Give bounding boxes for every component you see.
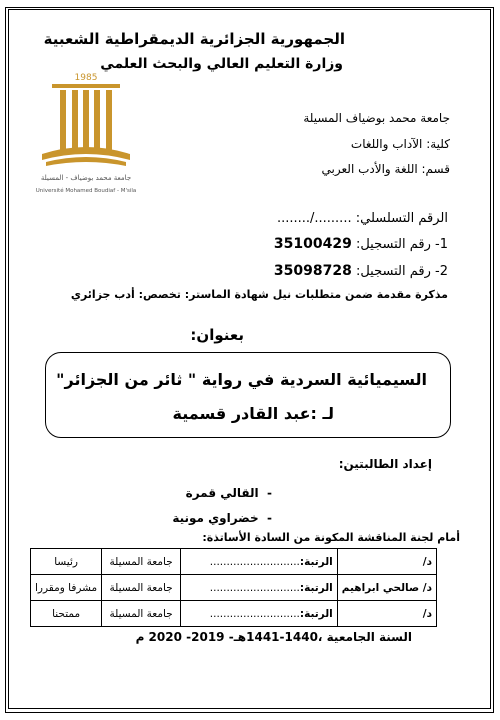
logo-year: 1985 — [74, 73, 98, 83]
thesis-title: السيميائية السردية في رواية " ثائر من الجزائر" — [56, 370, 427, 389]
jury-role: رئيسا — [31, 549, 102, 575]
jury-member-name: د/ — [337, 549, 436, 575]
registration-row-2 — [274, 263, 448, 279]
serial-value: ........./........ — [276, 211, 352, 226]
university-logo — [32, 70, 140, 202]
logo-name-ar: جامعة محمد بوضياف - المسيلة — [40, 174, 132, 182]
jury-role: ممتحنا — [31, 601, 102, 627]
student-1: - القالي قمرة — [185, 486, 272, 500]
registration-index: 1- — [435, 237, 448, 252]
jury-table — [30, 548, 437, 627]
student-2: - خضراوي مونية — [172, 511, 272, 525]
registration-index: 2- — [435, 264, 448, 279]
title-label: بعنوان: — [190, 326, 244, 344]
jury-rank: الرتبة:........................... — [181, 549, 338, 575]
faculty-name: كلية: الآداب واللغات — [350, 137, 450, 151]
student-name: القالي قمرة — [185, 486, 259, 500]
registration-number: 35098728 — [273, 263, 352, 279]
jury-university: جامعة المسيلة — [102, 549, 181, 575]
logo-name-fr: Université Mohamed Boudiaf - M'sila — [35, 188, 137, 194]
jury-heading: أمام لجنة المناقشة المكونة من السادة الأساتذة: — [202, 531, 460, 544]
table-row — [31, 575, 437, 601]
table-row — [31, 601, 437, 627]
serial-number — [277, 211, 448, 226]
title-box — [45, 352, 451, 438]
table-row — [31, 549, 437, 575]
registration-row-1 — [274, 236, 448, 252]
student-name: خضراوي مونية — [172, 511, 259, 525]
jury-university: جامعة المسيلة — [102, 601, 181, 627]
academic-year: السنة الجامعية ،1440-1441هـ- 2019- 2020 م — [135, 630, 412, 644]
jury-university: جامعة المسيلة — [102, 575, 181, 601]
memo-statement: مذكرة مقدمة ضمن متطلبات نيل شهادة الماستر: تخصص: أدب جزائري — [70, 288, 448, 301]
university-name: جامعة محمد بوضياف المسيلة — [303, 111, 450, 125]
serial-label: الرقم التسلسلي: — [355, 211, 448, 226]
registration-label: رقم التسجيل: — [355, 237, 431, 252]
jury-rank: الرتبة:........................... — [181, 601, 338, 627]
republic-header: الجمهورية الجزائرية الديمقراطية الشعبية — [43, 30, 345, 48]
department-name: قسم: اللغة والأدب العربي — [321, 162, 450, 176]
ministry-header: وزارة التعليم العالي والبحث العلمي — [100, 56, 343, 72]
thesis-author: لـ :عبد القادر قسمية — [172, 404, 334, 423]
registration-number: 35100429 — [273, 236, 352, 252]
registration-label: رقم التسجيل: — [355, 264, 431, 279]
jury-rank: الرتبة:........................... — [181, 575, 338, 601]
jury-member-name: د/ — [337, 601, 436, 627]
jury-member-name: د/ صالحي ابراهيم — [337, 575, 436, 601]
preparation-label: إعداد الطالبتين: — [338, 457, 432, 471]
jury-role: مشرفا ومقررا — [31, 575, 102, 601]
